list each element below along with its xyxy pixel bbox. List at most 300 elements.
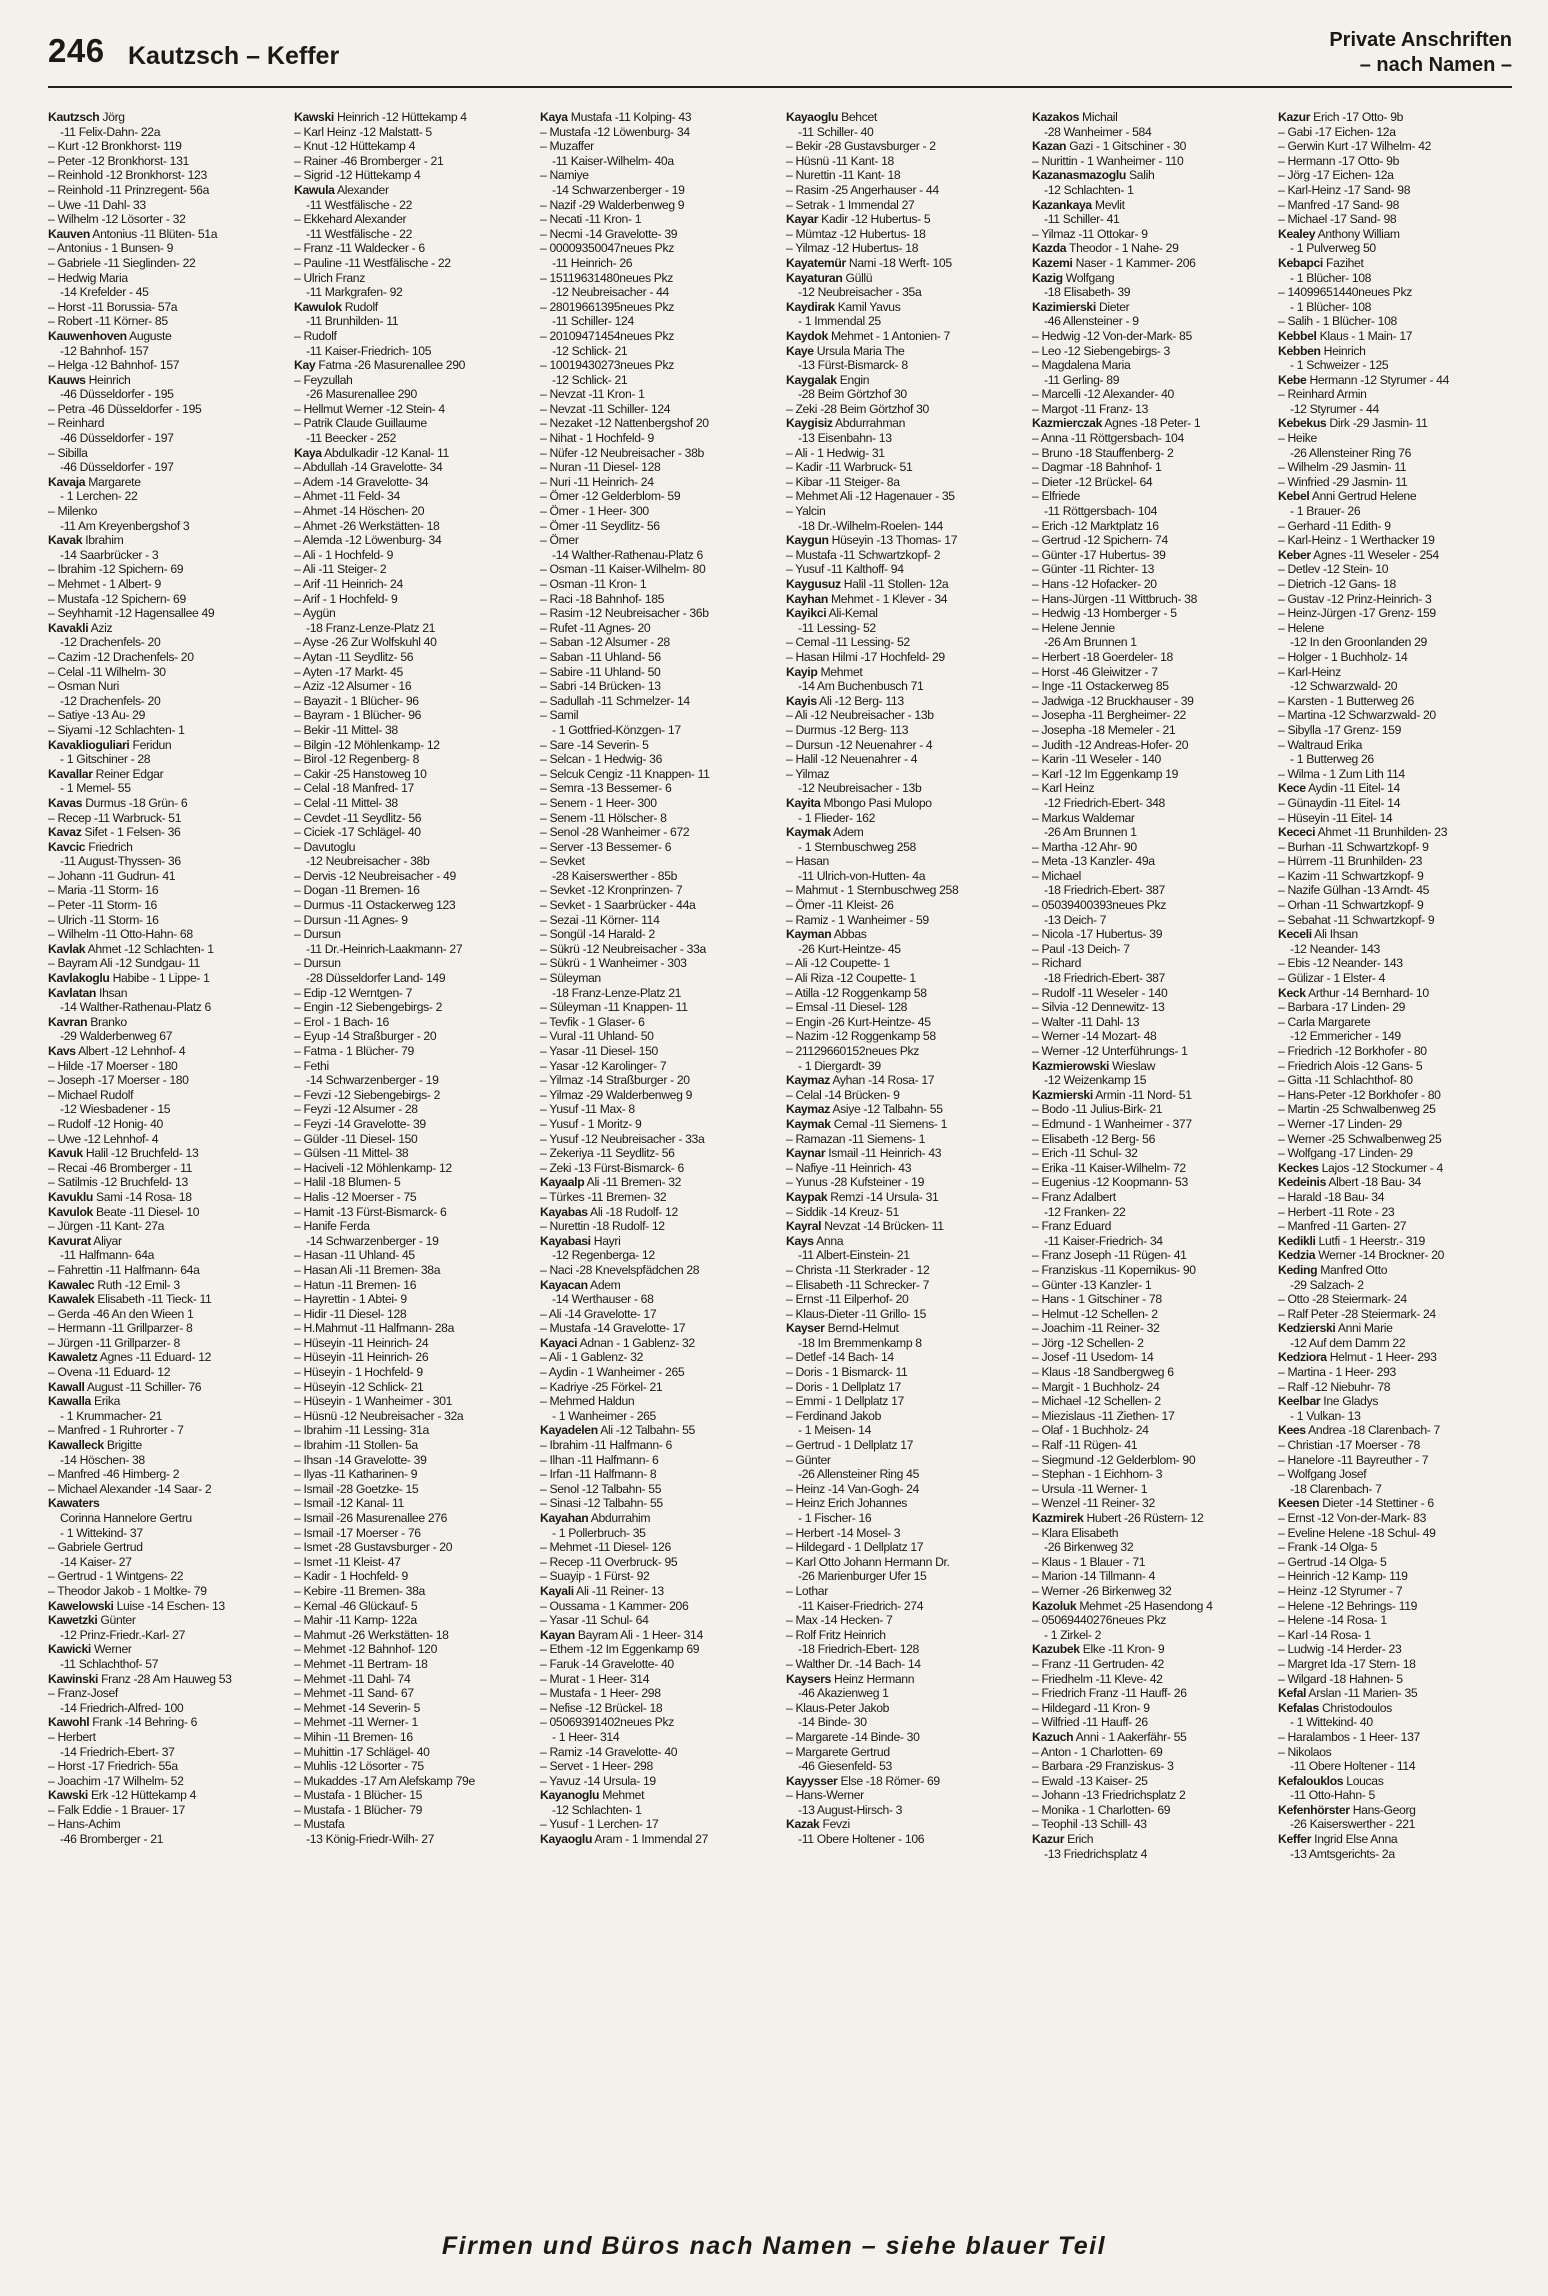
section-title-line2: – nach Namen – <box>1359 54 1512 76</box>
directory-entry: – Klaus -18 Sandbergweg 6 <box>1032 1365 1174 1380</box>
surname: Kaygun <box>786 533 829 548</box>
directory-entry: – Martha -12 Ahr- 90 <box>1032 839 1137 854</box>
directory-surname-entry: Kayman Abbas <box>786 927 867 942</box>
directory-entry: – Setrak - 1 Immendal 27 <box>786 197 915 212</box>
directory-entry: -18 Dr.-Wilhelm-Roelen- 144 <box>798 518 943 533</box>
directory-entry: – Kadriye -25 Förkel- 21 <box>540 1379 663 1394</box>
directory-entry: – Manfred -17 Sand- 98 <box>1278 197 1400 212</box>
directory-entry: – Walther Dr. -14 Bach- 14 <box>786 1656 921 1671</box>
directory-surname-entry: Kedziora Helmut - 1 Heer- 293 <box>1278 1350 1437 1365</box>
directory-entry: – Muhittin -17 Schlägel- 40 <box>294 1744 430 1759</box>
footer-note: Firmen und Büros nach Namen – siehe blauer Teil <box>441 2232 1107 2260</box>
directory-entry: -14 Höschen- 38 <box>60 1452 145 1467</box>
surname: Kazur <box>1278 110 1311 124</box>
directory-entry: – Hanife Ferda <box>294 1219 370 1234</box>
surname: Kawalla <box>48 1394 91 1409</box>
surname: Kauven <box>48 226 90 241</box>
directory-entry: -11 Felix-Dahn- 22a <box>60 124 161 139</box>
surname: Kawicki <box>48 1642 91 1657</box>
directory-entry: – Yasar -12 Karolinger- 7 <box>540 1058 667 1073</box>
directory-entry: – Elisabeth -11 Schrecker- 7 <box>786 1277 930 1292</box>
directory-entry: – Gerda -46 An den Wieen 1 <box>48 1306 194 1321</box>
directory-surname-entry: Kedeinis Albert -18 Bau- 34 <box>1278 1175 1421 1190</box>
directory-entry: – Helmut -12 Schellen- 2 <box>1032 1306 1158 1321</box>
directory-surname-entry: Kefenhörster Hans-Georg <box>1278 1802 1416 1817</box>
directory-entry: – Holger - 1 Buchholz- 14 <box>1278 649 1408 664</box>
directory-entry: – Manfred -46 Himberg- 2 <box>48 1467 180 1482</box>
surname: Kaya <box>540 110 568 124</box>
directory-entry: -14 Walther-Rathenau-Platz 6 <box>552 547 703 562</box>
surname: Kawulok <box>294 299 342 314</box>
directory-entry: – Irfan -11 Halfmann- 8 <box>540 1467 657 1482</box>
directory-entry: – Herbert -11 Rote - 23 <box>1278 1204 1395 1219</box>
directory-entry: – Gustav -12 Prinz-Heinrich- 3 <box>1278 591 1432 606</box>
directory-surname-entry: Kawelowski Luise -14 Eschen- 13 <box>48 1598 225 1613</box>
directory-entry: -26 Masurenallee 290 <box>306 387 417 402</box>
directory-entry: – Günter -17 Hubertus- 39 <box>1032 547 1166 562</box>
directory-column-4 <box>786 110 1026 2190</box>
surname: Kayhan <box>786 591 828 606</box>
directory-surname-entry: Kauwenhoven Auguste <box>48 328 172 343</box>
directory-entry: – H.Mahmut -11 Halfmann- 28a <box>294 1321 454 1336</box>
directory-entry: – Winfried -29 Jasmin- 11 <box>1278 474 1408 489</box>
directory-entry: – Ömer -11 Kleist- 26 <box>786 898 894 913</box>
surname: Kazmierczak <box>1032 416 1102 431</box>
directory-entry: – Ilyas -11 Katharinen- 9 <box>294 1467 418 1482</box>
directory-entry: -11 Markgrafen- 92 <box>306 285 403 300</box>
directory-surname-entry: Kayan Bayram Ali - 1 Heer- 314 <box>540 1627 703 1642</box>
surname: Kefalouklos <box>1278 1773 1344 1788</box>
directory-entry: – Edmund - 1 Wanheimer - 377 <box>1032 1116 1192 1131</box>
directory-entry: – Frank -14 Olga- 5 <box>1278 1540 1378 1555</box>
directory-entry: – Ulrich Franz <box>294 270 365 285</box>
directory-entry: – Haralambos - 1 Heer- 137 <box>1278 1729 1420 1744</box>
directory-surname-entry: Kavulok Beate -11 Diesel- 10 <box>48 1204 200 1219</box>
directory-entry: – Mehmet -12 Bahnhof- 120 <box>294 1642 438 1657</box>
directory-entry: -29 Walderbenweg 67 <box>60 1029 173 1044</box>
directory-entry: – Kazim -11 Schwartzkopf- 9 <box>1278 868 1424 883</box>
directory-entry: – Hermann -11 Grillparzer- 8 <box>48 1321 193 1336</box>
directory-entry: -12 Neander- 143 <box>1290 941 1380 956</box>
directory-entry: – Birol -12 Regenberg- 8 <box>294 752 420 767</box>
directory-entry: -13 Deich- 7 <box>1044 912 1107 927</box>
directory-entry: -12 Styrumer - 44 <box>1290 401 1379 416</box>
directory-entry: – Barbara -29 Franziskus- 3 <box>1032 1759 1174 1774</box>
directory-entry: – Barbara -17 Linden- 29 <box>1278 1000 1406 1015</box>
directory-surname-entry: Kayip Mehmet <box>786 664 863 679</box>
directory-entry: – 14099651440neues Pkz <box>1278 285 1412 300</box>
directory-entry: -13 Amtsgerichts- 2a <box>1290 1846 1395 1861</box>
surname: Kawski <box>48 1788 88 1803</box>
directory-entry: – Peter -11 Storm- 16 <box>48 898 157 913</box>
directory-entry: – Ömer <box>540 533 579 548</box>
directory-entry: – Franz-Josef <box>48 1686 118 1701</box>
directory-entry: – Meta -13 Kanzler- 49a <box>1032 854 1155 869</box>
surname: Kay <box>294 358 316 373</box>
directory-entry: – Hüseyin - 1 Hochfeld- 9 <box>294 1365 423 1380</box>
surname: Kavcic <box>48 839 86 854</box>
directory-entry: – Ralf Peter -28 Steiermark- 24 <box>1278 1306 1436 1321</box>
directory-entry: – Kemal -46 Glückauf- 5 <box>294 1598 418 1613</box>
directory-surname-entry: Kazan Gazi - 1 Gitschiner - 30 <box>1032 139 1187 154</box>
directory-surname-entry: Kazuch Anni - 1 Aakerfähr- 55 <box>1032 1729 1187 1744</box>
directory-entry: – Alemda -12 Löwenburg- 34 <box>294 533 442 548</box>
directory-surname-entry: Kawetzki Günter <box>48 1613 136 1628</box>
surname: Kaydok <box>786 328 828 343</box>
directory-entry: -11 Westfälische - 22 <box>306 226 412 241</box>
directory-entry: – Werner -25 Schwalbenweg 25 <box>1278 1131 1442 1146</box>
directory-entry: – Nazife Gülhan -13 Arndt- 45 <box>1278 883 1430 898</box>
directory-entry: -12 Franken- 22 <box>1044 1204 1126 1219</box>
directory-entry: – Ismail -12 Kanal- 11 <box>294 1496 404 1511</box>
directory-entry: – Murat - 1 Heer- 314 <box>540 1671 650 1686</box>
directory-surname-entry: Kawski Heinrich -12 Hüttekamp 4 <box>294 110 467 124</box>
surname: Kedzia <box>1278 1248 1316 1263</box>
directory-entry: -14 Binde- 30 <box>798 1715 867 1730</box>
directory-entry: – Nazif -29 Walderbenweg 9 <box>540 197 685 212</box>
directory-surname-entry: Kaya Abdulkadir -12 Kanal- 11 <box>294 445 449 460</box>
directory-entry: – Bayram Ali -12 Sundgau- 11 <box>48 956 200 971</box>
directory-entry: – Josef -11 Usedom- 14 <box>1032 1350 1154 1365</box>
directory-surname-entry: Kaymak Cemal -11 Siemens- 1 <box>786 1116 948 1131</box>
surname: Keber <box>1278 547 1311 562</box>
surname: Kayar <box>786 212 819 227</box>
directory-entry: – Johann -11 Gudrun- 41 <box>48 868 176 883</box>
directory-surname-entry: Kayahan Abdurrahim <box>540 1511 651 1525</box>
directory-entry: – Ilhan -11 Halfmann- 6 <box>540 1452 659 1467</box>
directory-entry: – Nazim -12 Roggenkamp 58 <box>786 1029 936 1044</box>
directory-entry: – Oussama - 1 Kammer- 206 <box>540 1598 689 1613</box>
surname: Kaydirak <box>786 299 835 314</box>
directory-entry: – Rudolf -12 Honig- 40 <box>48 1116 163 1131</box>
directory-entry: – Hildegard - 1 Dellplatz 17 <box>786 1540 924 1555</box>
directory-entry: – Davutoglu <box>294 839 356 854</box>
directory-surname-entry: Kazak Fevzi <box>786 1817 850 1832</box>
directory-entry: – Ramiz -14 Gravelotte- 40 <box>540 1744 678 1759</box>
directory-entry: – Server -13 Bessemer- 6 <box>540 839 672 854</box>
directory-entry: – Ciciek -17 Schlägel- 40 <box>294 825 421 840</box>
directory-entry: - 1 Wanheimer - 265 <box>552 1408 656 1423</box>
directory-entry: – Hermann -17 Otto- 9b <box>1278 153 1400 168</box>
directory-entry: – Erich -11 Schul- 32 <box>1032 1146 1138 1161</box>
surname: Kealey <box>1278 226 1316 241</box>
directory-entry: – Aytan -11 Seydlitz- 56 <box>294 649 414 664</box>
directory-entry: – Mahir -11 Kamp- 122a <box>294 1613 417 1628</box>
directory-entry: – Margarete Gertrud <box>786 1744 890 1759</box>
directory-entry: – Tevfik - 1 Glaser- 6 <box>540 1014 645 1029</box>
directory-entry: – Heinz -12 Styrumer - 7 <box>1278 1583 1403 1598</box>
surname: Kavlatan <box>48 985 97 1000</box>
directory-entry: – Elfriede <box>1032 489 1080 504</box>
directory-surname-entry: Kaymaz Asiye -12 Talbahn- 55 <box>786 1102 943 1117</box>
directory-entry: – Durmus -12 Berg- 113 <box>786 722 909 737</box>
directory-entry: – Ali -11 Steiger- 2 <box>294 562 387 577</box>
directory-entry: – Ibrahim -11 Halfmann- 6 <box>540 1438 672 1453</box>
surname: Kayabas <box>540 1204 588 1219</box>
directory-entry: – Paul -13 Deich- 7 <box>1032 941 1130 956</box>
directory-entry: – Celal -11 Wilhelm- 30 <box>48 664 166 679</box>
page-title: Kautzsch – Keffer <box>128 42 340 70</box>
directory-entry: – Mehmet Ali -12 Hagenauer - 35 <box>786 489 955 504</box>
directory-entry: -11 Ulrich-von-Hutten- 4a <box>798 868 926 883</box>
directory-entry: – Cakir -25 Hanstoweg 10 <box>294 766 427 781</box>
directory-entry: - 1 Lerchen- 22 <box>60 489 138 504</box>
directory-surname-entry: Keelbar Ine Gladys <box>1278 1394 1379 1409</box>
directory-entry: -26 Marienburger Ufer 15 <box>798 1569 927 1584</box>
directory-entry: – Gabriele -11 Sieglinden- 22 <box>48 255 196 270</box>
directory-entry: – Sare -14 Severin- 5 <box>540 737 649 752</box>
directory-entry: -11 Westfälische - 22 <box>306 197 412 212</box>
surname: Kavran <box>48 1014 88 1029</box>
surname: Kavs <box>48 1044 76 1058</box>
surname: Keesen <box>1278 1496 1320 1511</box>
surname: Kazda <box>1032 241 1067 256</box>
directory-entry: -14 Schwarzenberger - 19 <box>306 1073 439 1088</box>
directory-entry: – Hilde -17 Moerser - 180 <box>48 1058 178 1073</box>
directory-entry: – Franziskus -11 Kopernikus- 90 <box>1032 1262 1196 1277</box>
surname: Keding <box>1278 1262 1318 1277</box>
directory-surname-entry: Kefalouklos Loucas <box>1278 1773 1384 1788</box>
directory-entry: -12 Drachenfels- 20 <box>60 693 161 708</box>
directory-entry: – Klaus-Dieter -11 Grillo- 15 <box>786 1306 926 1321</box>
directory-column-5 <box>1032 110 1272 2190</box>
directory-entry: – Rudolf <box>294 328 337 343</box>
directory-entry: – Miezislaus -11 Ziethen- 17 <box>1032 1408 1175 1423</box>
directory-entry: – Hatun -11 Bremen- 16 <box>294 1277 417 1292</box>
directory-entry: – Christian -17 Moerser - 78 <box>1278 1438 1420 1453</box>
directory-surname-entry: Kazmierczak Agnes -18 Peter- 1 <box>1032 416 1201 431</box>
directory-column-1 <box>48 110 288 2190</box>
directory-entry: – Ismet -11 Kleist- 47 <box>294 1554 401 1569</box>
directory-entry: – Franz Adalbert <box>1032 1189 1116 1204</box>
directory-entry: -14 Schwarzenberger - 19 <box>306 1233 439 1248</box>
directory-surname-entry: Kealey Anthony William <box>1278 226 1400 241</box>
directory-entry: – Wilhelm -29 Jasmin- 11 <box>1278 460 1407 475</box>
directory-entry: -46 Allensteiner - 9 <box>1044 314 1139 329</box>
directory-entry: – Wenzel -11 Reiner- 32 <box>1032 1496 1155 1511</box>
directory-entry: – Eugenius -12 Koopmann- 53 <box>1032 1175 1188 1190</box>
directory-entry: -12 Schwarzwald- 20 <box>1290 679 1398 694</box>
directory-entry: – Engin -26 Kurt-Heintze- 45 <box>786 1014 931 1029</box>
directory-entry: – Yasar -11 Schul- 64 <box>540 1613 649 1628</box>
directory-entry: – Michael <box>1032 868 1082 883</box>
directory-entry: – Werner -26 Birkenweg 32 <box>1032 1583 1172 1598</box>
surname: Kayaoglu <box>540 1832 593 1847</box>
directory-entry: – Ludwig -14 Herder- 23 <box>1278 1642 1402 1657</box>
directory-entry: – Ali - 1 Gablenz- 32 <box>540 1350 644 1365</box>
directory-entry: – Naci -28 Knevelspfädchen 28 <box>540 1262 700 1277</box>
surname: Kawall <box>48 1379 85 1394</box>
directory-entry: – Nuran -11 Diesel- 128 <box>540 460 661 475</box>
directory-entry: – Dogan -11 Bremen- 16 <box>294 883 420 898</box>
directory-entry: – Mehmet -14 Severin- 5 <box>294 1700 421 1715</box>
directory-entry: -28 Beim Görtzhof 30 <box>798 387 907 402</box>
surname: Kebekus <box>1278 416 1327 431</box>
directory-surname-entry: Kayaoglu Behcet <box>786 110 877 124</box>
directory-entry: – Ernst -11 Eilperhof- 20 <box>786 1292 909 1307</box>
surname: Kawinski <box>48 1671 99 1686</box>
directory-surname-entry: Kazmierowski Wieslaw <box>1032 1058 1156 1073</box>
directory-entry: – Feyzi -12 Alsumer - 28 <box>294 1102 418 1117</box>
surname: Kazmierski <box>1032 1087 1093 1102</box>
directory-entry: – Nevzat -11 Kron- 1 <box>540 387 645 402</box>
directory-entry: – Karl -12 Im Eggenkamp 19 <box>1032 766 1179 781</box>
surname: Kedeinis <box>1278 1175 1326 1190</box>
directory-entry: -18 Friedrich-Ebert- 128 <box>798 1642 919 1657</box>
directory-entry: – Ali Riza -12 Coupette- 1 <box>786 971 916 986</box>
directory-entry: -13 August-Hirsch- 3 <box>798 1802 903 1817</box>
directory-entry: – Heike <box>1278 431 1317 446</box>
directory-entry: – Aygün <box>294 606 336 621</box>
directory-entry: – Hayrettin - 1 Abtei- 9 <box>294 1292 407 1307</box>
directory-entry: – Ahmet -11 Feld- 34 <box>294 489 400 504</box>
directory-entry: – Ebis -12 Neander- 143 <box>1278 956 1403 971</box>
directory-entry: -12 In den Groonlanden 29 <box>1290 635 1427 650</box>
directory-entry: – Hasan Ali -11 Bremen- 38a <box>294 1262 441 1277</box>
directory-entry: -18 Im Bremmenkamp 8 <box>798 1335 922 1350</box>
directory-entry: – Ursula -11 Werner- 1 <box>1032 1481 1148 1496</box>
directory-entry: – Sevket -12 Kronprinzen- 7 <box>540 883 683 898</box>
directory-entry: – Haciveli -12 Möhlenkamp- 12 <box>294 1160 452 1175</box>
directory-entry: -11 Albert-Einstein- 21 <box>798 1248 910 1263</box>
surname: Kayip <box>786 664 818 679</box>
directory-entry: - 1 Pollerbruch- 35 <box>552 1525 646 1540</box>
directory-entry: – Selcan - 1 Hedwig- 36 <box>540 752 663 767</box>
directory-entry: – Eveline Helene -18 Schul- 49 <box>1278 1525 1436 1540</box>
directory-entry: – Nurettin -18 Rudolf- 12 <box>540 1219 665 1234</box>
directory-entry: – Silvia -12 Dennewitz- 13 <box>1032 1000 1165 1015</box>
directory-entry: – Senem -11 Hölscher- 8 <box>540 810 667 825</box>
directory-entry: – Hasan -11 Uhland- 45 <box>294 1248 415 1263</box>
surname: Kaya <box>294 445 322 460</box>
surname: Kayaalp <box>540 1175 585 1190</box>
directory-surname-entry: Kedzia Werner -14 Brockner- 20 <box>1278 1248 1445 1263</box>
surname: Kaymak <box>786 1116 831 1131</box>
directory-entry: – Rufet -11 Agnes- 20 <box>540 620 651 635</box>
directory-entry: - 1 Brauer- 26 <box>1290 504 1361 519</box>
directory-entry: -11 Heinrich- 26 <box>552 255 633 270</box>
directory-entry: – Ethem -12 Im Eggenkamp 69 <box>540 1642 700 1657</box>
surname: Kawski <box>294 110 334 124</box>
directory-entry: – Ralf -12 Niebuhr- 78 <box>1278 1379 1391 1394</box>
directory-entry: – Hasan <box>786 854 829 869</box>
directory-surname-entry: Kayar Kadir -12 Hubertus- 5 <box>786 212 931 227</box>
directory-entry: – Mustafa -14 Gravelotte- 17 <box>540 1321 686 1336</box>
directory-entry: - 1 Pulverweg 50 <box>1290 241 1376 256</box>
directory-entry: – Martin -25 Schwalbenweg 25 <box>1278 1102 1436 1117</box>
directory-entry: – Mustafa - 1 Heer- 298 <box>540 1686 661 1701</box>
directory-entry: – Gabriele Gertrud <box>48 1540 143 1555</box>
directory-entry: – Nikolaos <box>1278 1744 1332 1759</box>
directory-entry: -11 Obere Holtener - 106 <box>798 1832 925 1847</box>
directory-entry: – Ibrahim -11 Lessing- 31a <box>294 1423 429 1438</box>
directory-entry: – Karl-Heinz -17 Sand- 98 <box>1278 182 1411 197</box>
directory-entry: -46 Düsseldorfer - 197 <box>60 460 174 475</box>
directory-entry: – Ahmet -26 Werkstätten- 18 <box>294 518 440 533</box>
directory-surname-entry: Kebe Hermann -12 Styrumer - 44 <box>1278 372 1450 387</box>
directory-entry: -14 Friedrich-Ebert- 37 <box>60 1744 175 1759</box>
surname: Kazanasmazoglu <box>1032 168 1126 183</box>
directory-entry: – Mahmut -26 Werkstätten- 18 <box>294 1627 449 1642</box>
surname: Kavas <box>48 795 83 810</box>
directory-entry: – Nezaket -12 Nattenbergshof 20 <box>540 416 709 431</box>
directory-surname-entry: Keber Agnes -11 Weseler - 254 <box>1278 547 1439 562</box>
surname: Kayman <box>786 927 832 942</box>
directory-surname-entry: Kayatemür Nami -18 Werft- 105 <box>786 255 952 270</box>
directory-entry: – Yilmaz <box>786 766 830 781</box>
surname: Keceli <box>1278 927 1312 942</box>
directory-surname-entry: Kazur Erich <box>1032 1832 1094 1847</box>
directory-surname-entry: Kefalas Christodoulos <box>1278 1700 1392 1715</box>
directory-entry: – 05039400393neues Pkz <box>1032 898 1166 913</box>
directory-entry: - 1 Meisen- 14 <box>798 1423 871 1438</box>
directory-entry: – Doris - 1 Bismarck- 11 <box>786 1365 908 1380</box>
directory-entry: – Margit - 1 Buchholz- 24 <box>1032 1379 1160 1394</box>
surname: Kaymak <box>786 825 831 840</box>
directory-entry: – Elisabeth -12 Berg- 56 <box>1032 1131 1156 1146</box>
directory-entry: -11 Schiller- 41 <box>1044 212 1120 227</box>
directory-entry: – Reinhard <box>48 416 105 431</box>
directory-entry: -46 Akazienweg 1 <box>798 1686 889 1701</box>
directory-entry: – Muhlis -12 Lösorter - 75 <box>294 1759 424 1774</box>
directory-entry: – Hans-Werner <box>786 1788 864 1803</box>
directory-entry: – Gertrud - 1 Dellplatz 17 <box>786 1438 914 1453</box>
surname: Kavaklioguliari <box>48 737 130 752</box>
directory-surname-entry: Kayis Ali -12 Berg- 113 <box>786 693 904 708</box>
directory-entry: -18 Friedrich-Ebert- 387 <box>1044 883 1165 898</box>
directory-entry: – Mehmet -11 Dahl- 74 <box>294 1671 411 1686</box>
directory-surname-entry: Kaynar Ismail -11 Heinrich- 43 <box>786 1146 942 1161</box>
directory-entry: – Gitta -11 Schlachthof- 80 <box>1278 1073 1413 1088</box>
directory-surname-entry: Kayser Bernd-Helmut <box>786 1321 899 1336</box>
directory-entry: – Bayazit - 1 Blücher- 96 <box>294 693 419 708</box>
directory-entry: – Fatma - 1 Blücher- 79 <box>294 1044 414 1058</box>
directory-entry: – Wilhelm -12 Lösorter - 32 <box>48 212 186 227</box>
directory-entry: – Helene -12 Behrings- 119 <box>1278 1598 1418 1613</box>
directory-entry: – Ayten -17 Markt- 45 <box>294 664 403 679</box>
directory-surname-entry: Kazubek Elke -11 Kron- 9 <box>1032 1642 1165 1657</box>
directory-entry: – Semra -13 Bessemer- 6 <box>540 781 672 796</box>
directory-entry: -14 Kaiser- 27 <box>60 1554 132 1569</box>
directory-entry: – Wilgard -18 Hahnen- 5 <box>1278 1671 1403 1686</box>
directory-entry: – Ulrich -11 Storm- 16 <box>48 912 159 927</box>
directory-surname-entry: Kaysers Heinz Hermann <box>786 1671 915 1686</box>
surname: Kautzsch <box>48 110 100 124</box>
directory-entry: – Ernst -12 Von-der-Mark- 83 <box>1278 1511 1427 1525</box>
surname: Kawalleck <box>48 1438 104 1453</box>
surname: Kaypak <box>786 1189 828 1204</box>
directory-surname-entry: Kavaja Margarete <box>48 474 141 489</box>
directory-entry: – Heinz -14 Van-Gogh- 24 <box>786 1481 919 1496</box>
surname: Kayaoglu <box>786 110 839 124</box>
directory-surname-entry: Kay Fatma -26 Masurenallee 290 <box>294 358 466 373</box>
directory-entry: -11 Obere Holtener - 114 <box>1290 1759 1416 1774</box>
directory-entry: – Suayip - 1 Fürst- 92 <box>540 1569 650 1584</box>
directory-surname-entry: Kauven Antonius -11 Blüten- 51a <box>48 226 218 241</box>
directory-entry: – Sabire -11 Uhland- 50 <box>540 664 661 679</box>
directory-entry: – Patrik Claude Guillaume <box>294 416 427 431</box>
directory-surname-entry: Kedikli Lutfi - 1 Heerstr.- 319 <box>1278 1233 1425 1248</box>
directory-entry: -12 Schlachten- 1 <box>552 1802 642 1817</box>
surname: Kazoluk <box>1032 1598 1077 1613</box>
directory-entry: – Celal -11 Mittel- 38 <box>294 795 398 810</box>
directory-entry: – Yilmaz -12 Hubertus- 18 <box>786 241 919 256</box>
directory-entry: – Christa -11 Sterkrader - 12 <box>786 1262 930 1277</box>
directory-entry: – Klaus - 1 Blauer - 71 <box>1032 1554 1146 1569</box>
directory-entry: – Yusuf - 1 Lerchen- 17 <box>540 1817 659 1832</box>
surname: Kedikli <box>1278 1233 1316 1248</box>
page-header <box>48 28 1512 88</box>
